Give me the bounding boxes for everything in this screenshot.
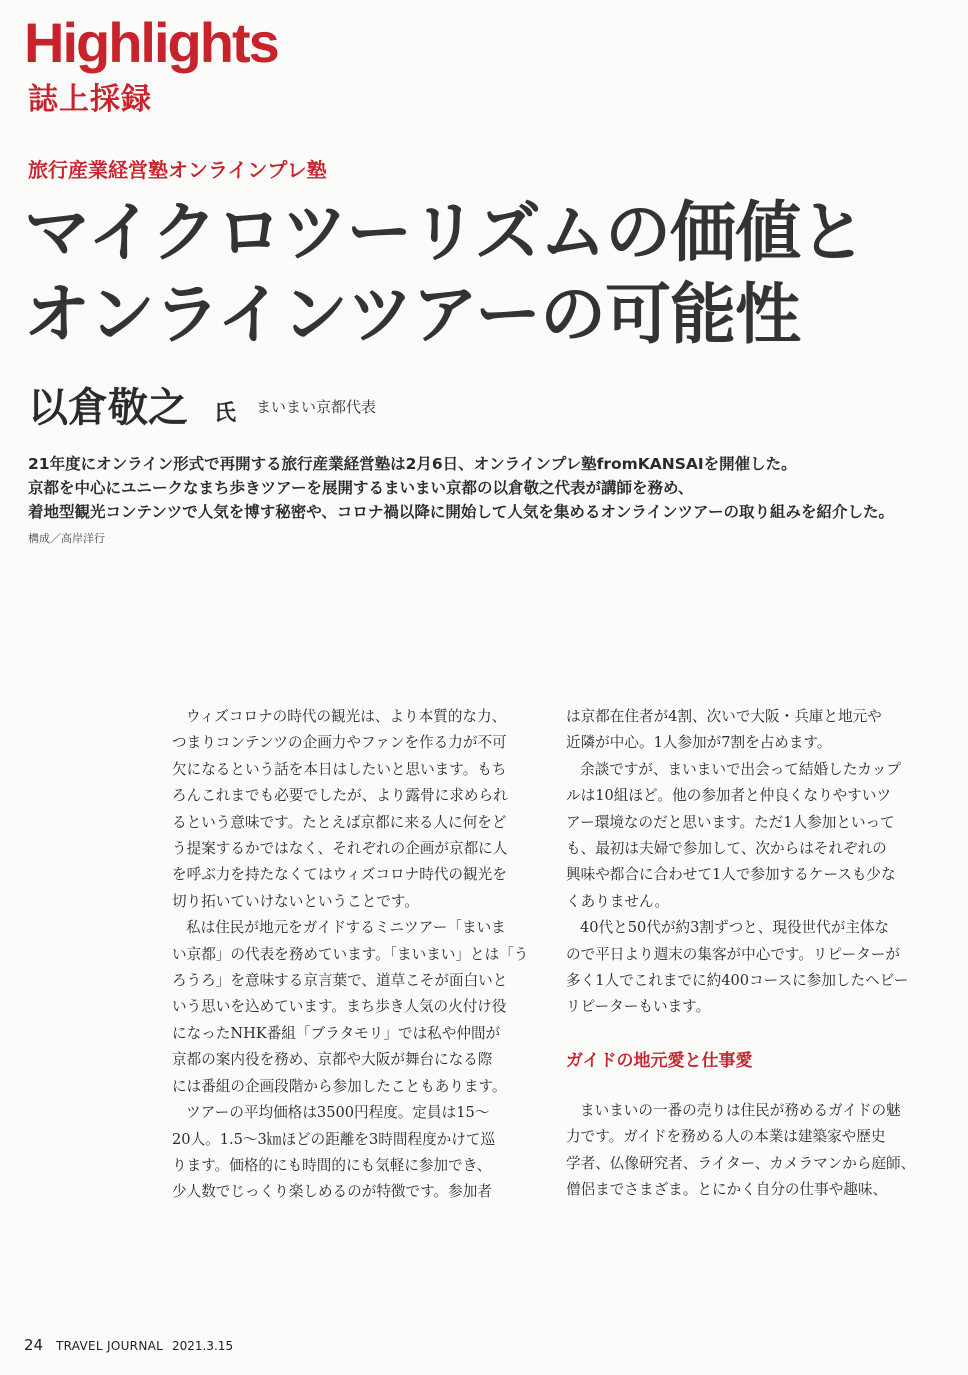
body-text-line: くありません。	[566, 892, 670, 910]
headline-line: オンラインツアーの可能性	[24, 276, 801, 353]
body-text-line: 20人。1.5～3㎞ほどの距離を3時間程度かけて巡	[172, 1130, 496, 1148]
body-text-line: ろうろ」を意味する京言葉で、道草こそが面白いと	[172, 972, 508, 990]
page-number: 24	[24, 1336, 44, 1354]
body-text-line: 欠になるという話を本日はしたいと思います。もち	[172, 760, 507, 778]
section-subtitle: 誌上採録	[28, 82, 152, 117]
body-subheading: ガイドの地元愛と仕事愛	[566, 1051, 753, 1071]
body-text-line: 近隣が中心。1人参加が7割を占めます。	[566, 734, 832, 752]
body-column-right-bottom	[566, 1098, 922, 1204]
body-text-line: 多く1人でこれまでに約400コースに参加したヘビー	[566, 972, 909, 990]
body-text-line: 私は住民が地元をガイドするミニツアー「まいま	[186, 919, 506, 937]
lead-paragraph	[28, 452, 948, 524]
body-text-line: アー環境なのだと思います。ただ1人参加といって	[566, 813, 895, 831]
article-headline	[24, 192, 954, 356]
body-text-line: 40代と50代が約3割ずつと、現役世代が主体な	[580, 919, 890, 937]
body-text-line: まいまいの一番の売りは住民が務めるガイドの魅	[580, 1102, 901, 1119]
body-text-line: ウィズコロナの時代の観光は、より本質的な力、	[186, 708, 507, 725]
body-text-line: 余談ですが、まいまいで出会って結婚したカップ	[580, 760, 901, 778]
section-title: Highlights	[24, 11, 278, 74]
issue-date: 2021.3.15	[172, 1339, 234, 1353]
body-text-line: う提案するかではなく、それぞれの企画が京都に人	[172, 840, 508, 858]
body-text-line: 力です。ガイドを務める人の本業は建築家や歴史	[566, 1128, 886, 1146]
body-column-right-top	[566, 704, 922, 1021]
body-text-line: リピーターもいます。	[566, 998, 711, 1016]
headline-line: マイクロツーリズムの価値と	[24, 194, 866, 271]
speaker-honorific: 氏	[214, 400, 237, 426]
body-column-left	[172, 704, 528, 1206]
body-text-line: 僧侶までさまざま。とにかく自分の仕事や趣味、	[566, 1181, 888, 1199]
article-credit: 構成／高岸洋行	[28, 532, 105, 545]
lead-line: 21年度にオンライン形式で再開する旅行産業経営塾は2月6日、オンラインプレ塾fromKANSAIを開催した。	[28, 455, 797, 473]
body-text-line: ルは10組ほど。他の参加者と仲良くなりやすいツ	[566, 787, 892, 805]
body-text-line: 切り拓いていけないということです。	[172, 892, 419, 910]
body-text-line: も、最初は夫婦で参加して、次からはそれぞれの	[566, 840, 887, 858]
speaker-name: 以倉敬之	[28, 384, 188, 431]
body-text-line: るという意味です。たとえば京都に来る人に何をど	[172, 813, 507, 831]
body-text-line: は京都在住者が4割、次いで大阪・兵庫と地元や	[566, 708, 882, 725]
body-text-line: 少人数でじっくり楽しめるのが特徴です。参加者	[172, 1183, 492, 1201]
body-text-line: になったNHK番組「ブラタモリ」では私や仲間が	[172, 1024, 501, 1042]
body-text-line: ので平日より週末の集客が中心です。リピーターが	[566, 945, 900, 963]
body-text-line: ツアーの平均価格は3500円程度。定員は15～	[186, 1104, 490, 1122]
body-text-line: を呼ぶ力を持たなくてはウィズコロナ時代の観光を	[172, 866, 507, 884]
body-text-line: 京都の案内役を務め、京都や大阪が舞台になる際	[172, 1051, 493, 1069]
body-text-line: 学者、仏像研究者、ライター、カメラマンから庭師、	[566, 1154, 916, 1172]
body-text-line: い京都」の代表を務めています。「まいまい」とは「う	[172, 945, 529, 963]
body-text-line: つまりコンテンツの企画力やファンを作る力が不可	[172, 734, 507, 752]
body-text-line: 興味や都合に合わせて1人で参加するケースも少な	[566, 866, 896, 884]
article-kicker: 旅行産業経営塾オンラインプレ塾	[28, 158, 327, 182]
lead-line: 着地型観光コンテンツで人気を博す秘密や、コロナ禍以降に開始して人気を集めるオンラインツアーの取り組みを紹介した。	[28, 503, 894, 521]
lead-line: 京都を中心にユニークなまち歩きツアーを展開するまいまい京都の以倉敬之代表が講師を務め、	[28, 479, 694, 497]
speaker-title: まいまい京都代表	[256, 398, 377, 416]
body-text-line: ろんこれまでも必要でしたが、より露骨に求められ	[172, 787, 508, 805]
body-text-line: いう思いを込めています。まち歩き人気の火付け役	[172, 998, 507, 1016]
journal-name: TRAVEL JOURNAL	[56, 1339, 164, 1353]
body-text-line: ります。価格的にも時間的にも気軽に参加でき、	[172, 1156, 492, 1174]
body-text-line: には番組の企画段階から参加したこともあります。	[172, 1077, 507, 1095]
